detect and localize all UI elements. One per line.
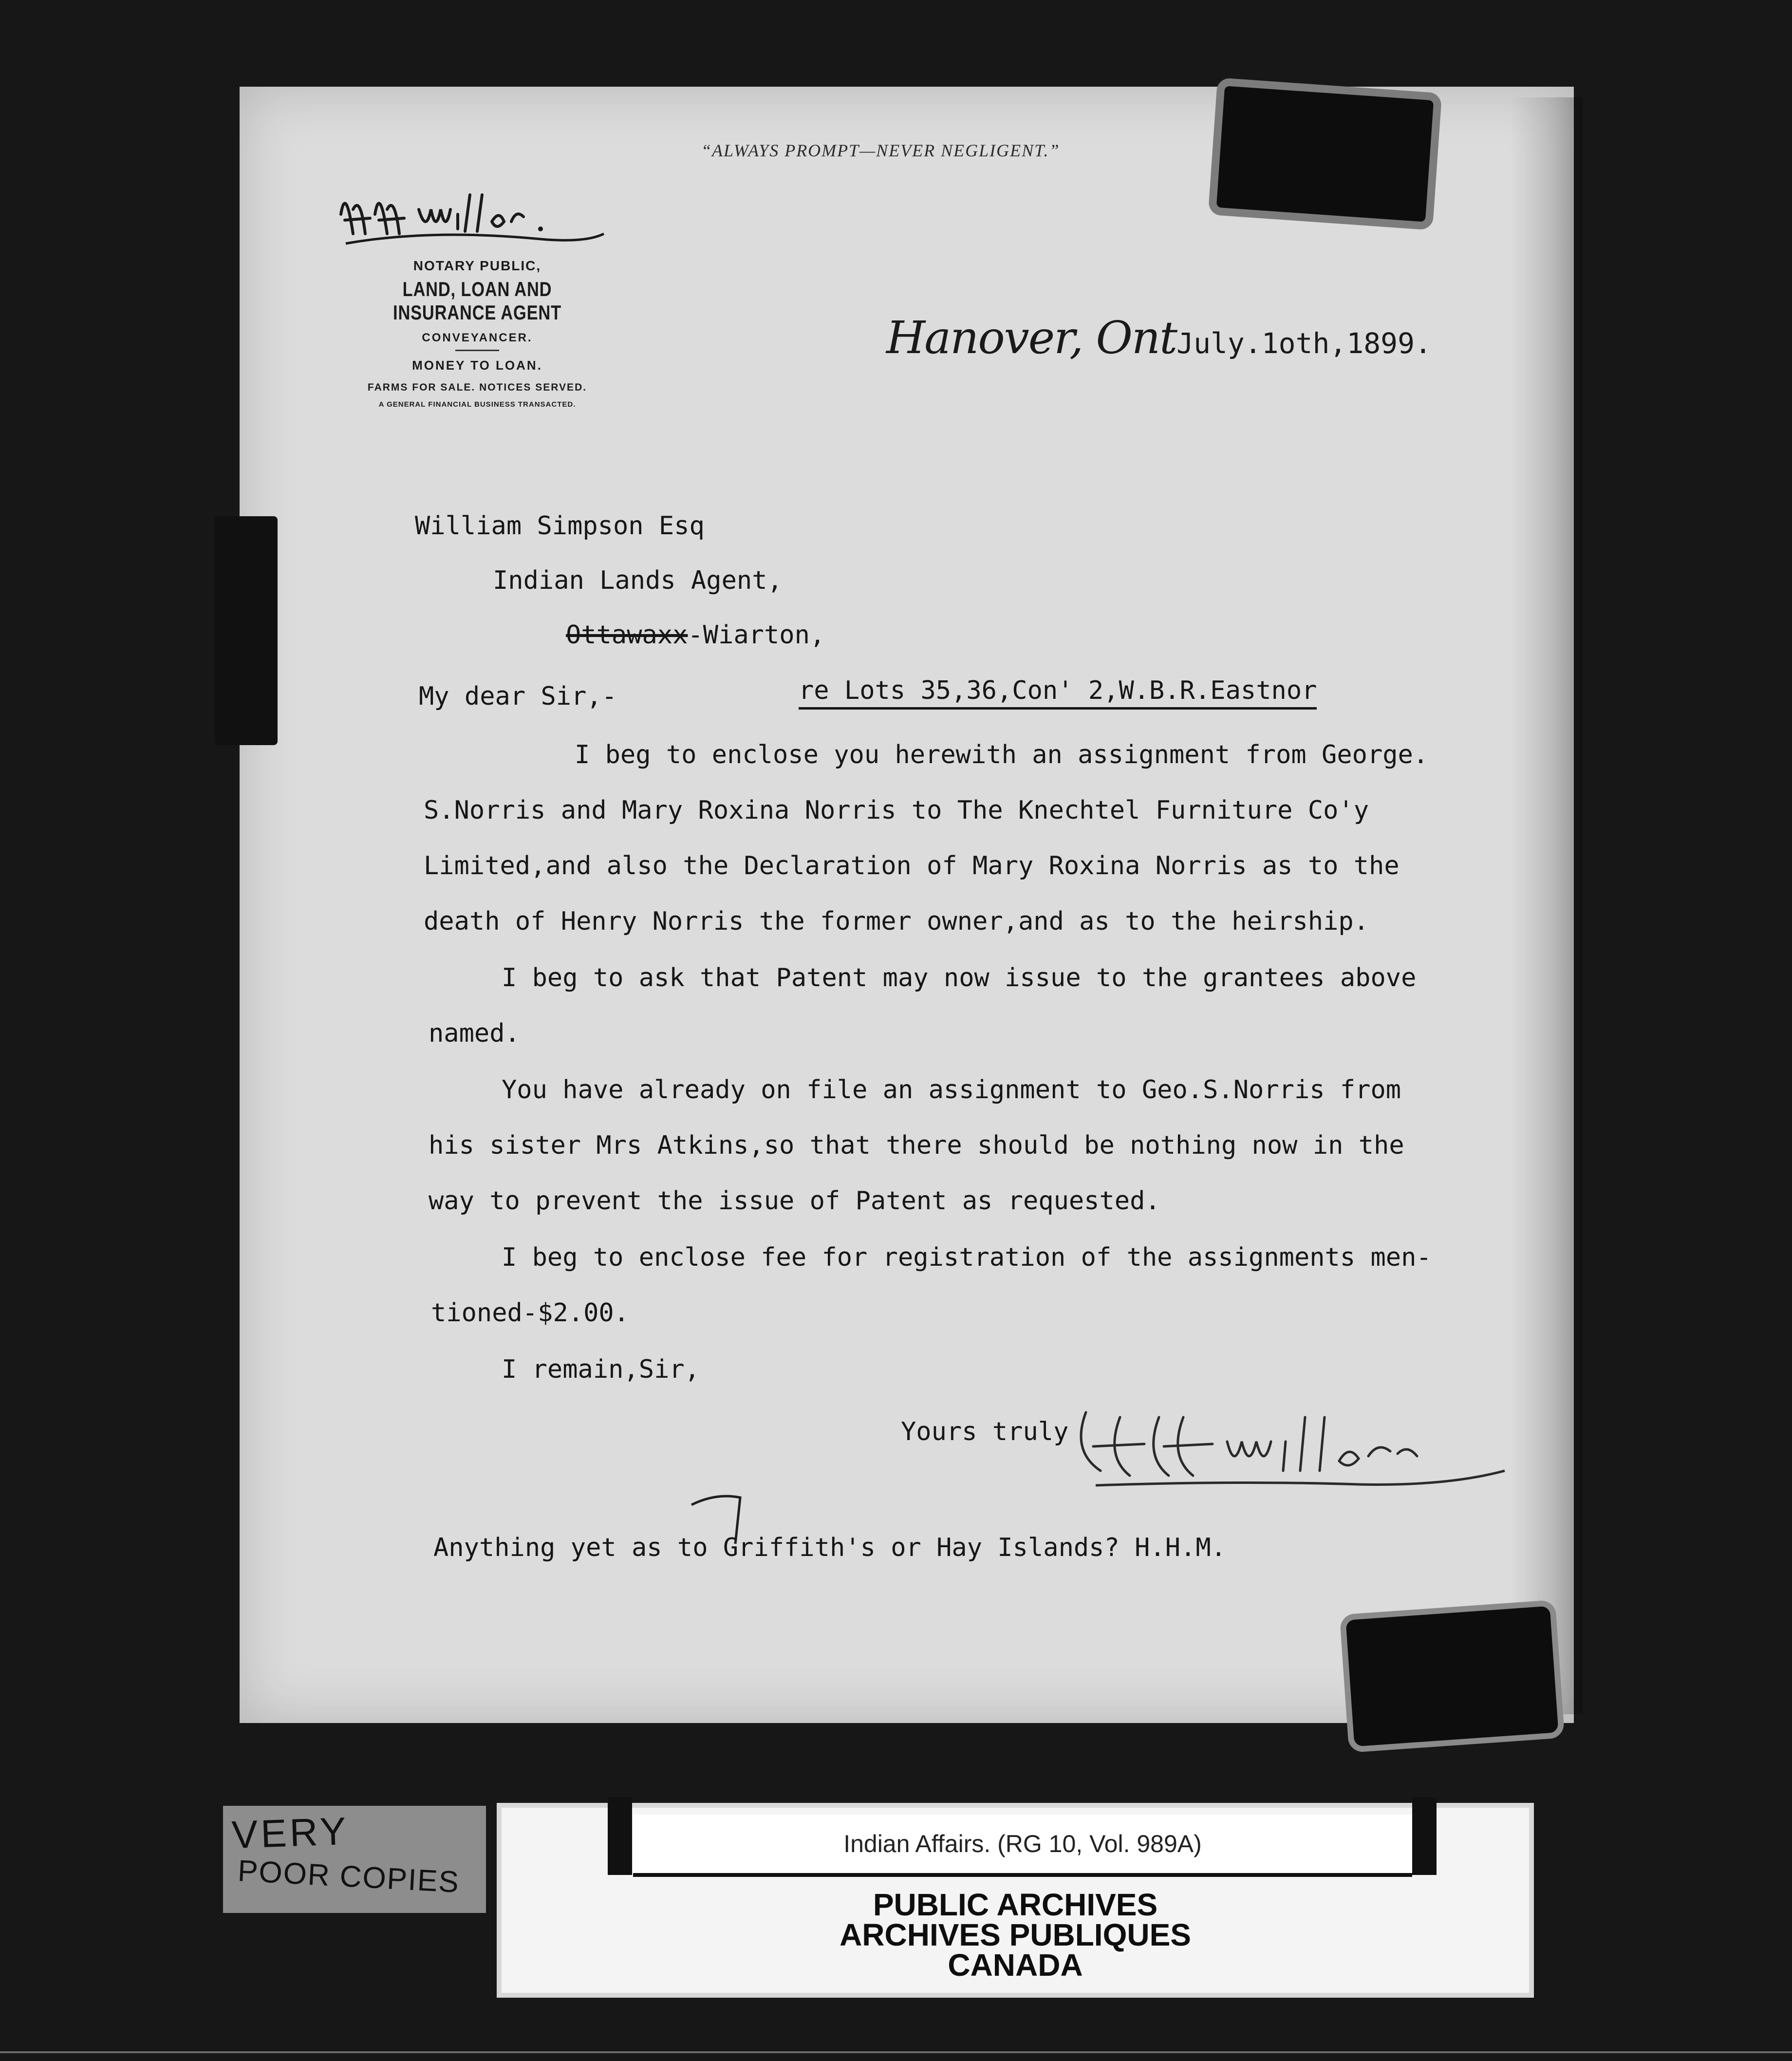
archive-stamp-line-3: CANADA	[948, 1948, 1083, 1983]
address-name: William Simpson Esq	[415, 511, 705, 541]
address-place-text: -Wiarton,	[688, 620, 825, 650]
body-line: death of Henry Norris the former owner,and as to the heirship.	[424, 907, 1369, 936]
postscript: Anything yet as to Griffith's or Hay Islands? H.H.M.	[433, 1533, 1226, 1562]
mount-corner-bottom-right	[1340, 1600, 1565, 1753]
handwritten-note-card	[223, 1806, 486, 1913]
letterhead-conveyancer: CONVEYANCER.	[422, 331, 533, 344]
letterhead-farms: FARMS FOR SALE. NOTICES SERVED.	[367, 382, 587, 393]
mount-corner-top-right	[1208, 77, 1442, 230]
archive-clip-left	[608, 1797, 632, 1875]
mount-tab-left	[214, 516, 278, 745]
address-struck-text: Ottawaxx	[566, 620, 688, 650]
letterhead-business: A GENERAL FINANCIAL BUSINESS TRANSACTED.	[378, 400, 576, 409]
letterhead-notary: NOTARY PUBLIC,	[413, 258, 541, 273]
note-line-2: POOR COPIES	[237, 1854, 461, 1899]
body-line: I beg to ask that Patent may now issue to the grantees above	[502, 963, 1417, 993]
archive-clip-right	[1412, 1797, 1437, 1875]
archive-reference: Indian Affairs. (RG 10, Vol. 989A)	[633, 1815, 1412, 1877]
dateline	[886, 312, 1432, 364]
letterhead-money: MONEY TO LOAN.	[412, 358, 542, 373]
dateline-place: Hanover, Ont	[886, 312, 1177, 364]
address-place	[566, 620, 825, 650]
body-line: You have already on file an assignment to Geo.S.Norris from	[502, 1075, 1401, 1105]
body-line: his sister Mrs Atkins,so that there should be nothing now in the	[429, 1131, 1404, 1160]
body-line: tioned-$2.00.	[431, 1298, 629, 1328]
body-line: S.Norris and Mary Roxina Norris to The Knechtel Furniture Co'y	[424, 796, 1369, 825]
archive-stamp	[497, 1887, 1534, 1983]
dateline-date: July.1oth,1899.	[1176, 327, 1432, 360]
bottom-border-line	[0, 2051, 1792, 2053]
archive-stamp-line-2: ARCHIVES PUBLIQUES	[840, 1917, 1191, 1952]
letterhead-block	[326, 258, 628, 409]
subject-line: re Lots 35,36,Con' 2,W.B.R.Eastnor	[799, 676, 1317, 710]
body-line: named.	[429, 1019, 520, 1048]
archive-stamp-line-1: PUBLIC ARCHIVES	[873, 1887, 1158, 1922]
letterhead-divider	[455, 350, 499, 351]
body-line: I beg to enclose you herewith an assignment from George.	[575, 740, 1429, 769]
body-line: Limited,and also the Declaration of Mary Roxina Norris as to the	[424, 851, 1400, 881]
closing: I remain,Sir,	[502, 1355, 700, 1384]
note-line-1: VERY	[231, 1809, 350, 1857]
yours-truly: Yours truly	[901, 1417, 1069, 1446]
letterhead-agent: LAND, LOAN AND INSURANCE AGENT	[393, 278, 561, 324]
letterhead-motto: “ALWAYS PROMPT—NEVER NEGLIGENT.”	[701, 141, 1060, 160]
body-line: I beg to enclose fee for registration of the assignments men-	[502, 1243, 1432, 1272]
salutation: My dear Sir,-	[419, 682, 617, 711]
address-title: Indian Lands Agent,	[493, 566, 783, 595]
body-line: way to prevent the issue of Patent as requested.	[429, 1186, 1160, 1216]
letterhead-signature	[331, 175, 623, 263]
closing-signature	[1066, 1398, 1534, 1524]
